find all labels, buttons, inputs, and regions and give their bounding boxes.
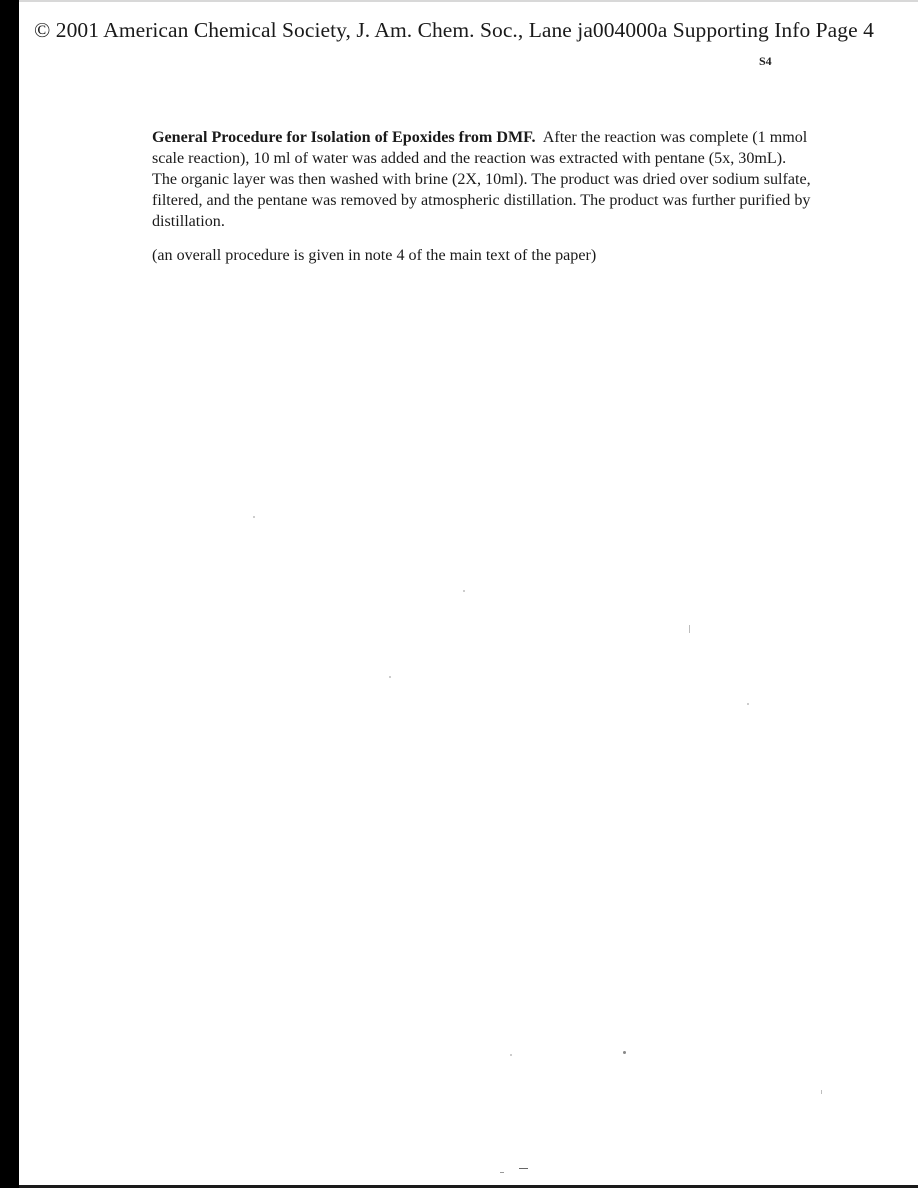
scan-speck	[519, 1168, 528, 1169]
scan-speck	[253, 516, 255, 518]
scan-speck	[689, 625, 690, 633]
scan-speck	[623, 1051, 626, 1054]
copyright-header: © 2001 American Chemical Society, J. Am. Chem. Soc., Lane ja004000a Supporting Info Page 4	[34, 18, 874, 42]
procedure-paragraph	[152, 128, 812, 233]
document-body	[152, 128, 812, 266]
procedure-title: General Procedure for Isolation of Epoxides from DMF.	[152, 129, 536, 146]
scan-speck	[500, 1172, 504, 1173]
scan-border-top	[19, 0, 918, 2]
scan-speck	[747, 703, 749, 705]
procedure-text: After the reaction was complete (1 mmol scale reaction), 10 ml of water was added and the reaction was extracted with pentane (5x, 30mL). The organic layer was then washed with brine (2X, 10ml). The product was dried over sodium sulfate, filtered, and the pentane was removed by atmospheric distillation. The product was further purified by distillation.	[152, 129, 811, 230]
scan-border-left	[0, 0, 19, 1188]
scan-speck	[463, 590, 465, 592]
scan-speck	[510, 1054, 512, 1056]
note-paragraph: (an overall procedure is given in note 4 of the main text of the paper)	[152, 246, 597, 264]
scan-speck	[389, 676, 391, 678]
scan-speck	[821, 1090, 822, 1094]
page-label: S4	[759, 54, 772, 68]
